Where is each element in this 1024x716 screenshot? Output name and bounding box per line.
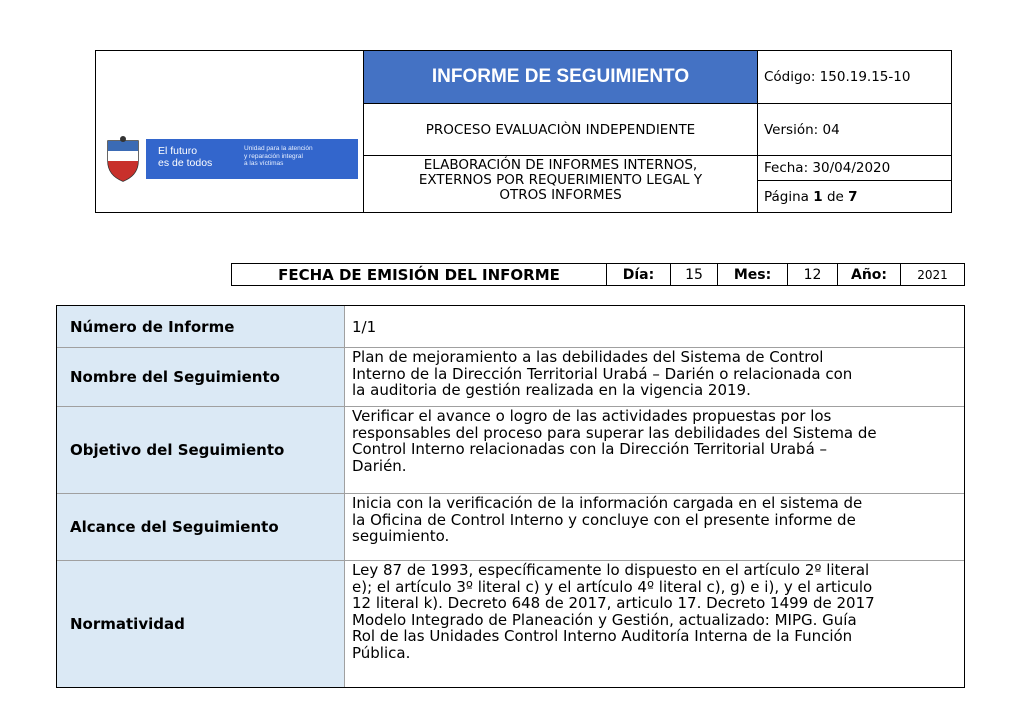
document-date: Fecha: 30/04/2020: [758, 156, 951, 181]
logo-cell: [96, 51, 364, 212]
logo-slogan-line: El futuro: [158, 145, 198, 157]
row-value-line: Modelo Integrado de Planeación y Gestión, actualizado: MIPG. Guía: [352, 610, 857, 629]
document-version: Versión: 04: [758, 104, 951, 156]
row-label: Objetivo del Seguimiento: [57, 407, 345, 493]
elaboration-text: [364, 156, 758, 212]
row-value-line: 12 literal k). Decreto 648 de 2017, articulo 17. Decreto 1499 de 2017: [352, 594, 875, 613]
row-value-line: la Oficina de Control Interno y concluye con el presente informe de: [352, 510, 856, 529]
row-value-line: responsables del proceso para superar las debilidades del Sistema de: [352, 423, 877, 442]
process-name: PROCESO EVALUACIÒN INDEPENDIENTE: [364, 104, 758, 156]
institution-logo: [102, 135, 358, 183]
month-label: Mes:: [718, 264, 788, 285]
table-row: [57, 407, 964, 494]
row-value: [345, 494, 964, 560]
row-value-line: Interno de la Dirección Territorial Urabá – Darién o relacionada con: [352, 364, 853, 383]
page-current: 1: [813, 188, 823, 205]
row-value-line: seguimiento.: [352, 527, 450, 546]
page-total: 7: [848, 188, 858, 205]
logo-slogan-line: es de todos: [158, 157, 213, 169]
row-label: Alcance del Seguimiento: [57, 494, 345, 560]
logo-slogan: [158, 145, 212, 169]
logo-unit-line: y reparación integral: [244, 152, 303, 160]
table-row: [57, 494, 964, 561]
logo-unit-line: a las víctimas: [244, 160, 284, 167]
row-value-line: Plan de mejoramiento a las debilidades del Sistema de Control: [352, 348, 824, 366]
row-value-line: Rol de las Unidades Control Interno Auditoría Interna de la Función: [352, 627, 853, 646]
day-label: Día:: [607, 264, 671, 285]
year-value: 2021: [917, 267, 948, 282]
day-value: 15: [671, 264, 718, 285]
row-value-line: la auditoria de gestión realizada en la vigencia 2019.: [352, 381, 751, 400]
elaboration-line: OTROS INFORMES: [499, 187, 622, 203]
page-of: de: [826, 188, 844, 205]
report-info-table: [56, 305, 965, 688]
row-value-line: e); el artículo 3º literal c) y el artículo 4º literal c), g) e i), y el articulo: [352, 577, 873, 596]
year-label: Año:: [838, 264, 901, 285]
row-value: [345, 561, 964, 687]
row-value-line: 1/1: [352, 317, 377, 336]
row-value: [345, 407, 964, 493]
document-header: [95, 50, 952, 213]
row-value-line: Darién.: [352, 456, 407, 475]
row-value: [345, 306, 964, 347]
logo-band: [146, 139, 358, 179]
row-value: [345, 348, 964, 406]
logo-unit-line: Unidad para la atención: [244, 145, 313, 152]
elaboration-line: ELABORACIÓN DE INFORMES INTERNOS,: [423, 157, 698, 173]
row-label: Número de Informe: [57, 306, 345, 347]
issue-date-bar: [231, 263, 965, 286]
table-row: [57, 306, 964, 348]
page-indicator: [758, 181, 951, 212]
elaboration-line: EXTERNOS POR REQUERIMIENTO LEGAL Y: [418, 172, 703, 188]
month-value: 12: [788, 264, 838, 285]
row-value-line: Control Interno relacionadas con la Dirección Territorial Urabá –: [352, 440, 828, 459]
row-value-line: Inicia con la verificación de la información cargada en el sistema de: [352, 494, 863, 512]
page-label: Página: [764, 188, 809, 205]
document-code: Código: 150.19.15-10: [758, 51, 951, 104]
row-value-line: Verificar el avance o logro de las actividades propuestas por los: [352, 407, 832, 425]
row-label: Normatividad: [57, 561, 345, 687]
row-value-line: Ley 87 de 1993, específicamente lo dispuesto en el artículo 2º literal: [352, 561, 870, 579]
row-label: Nombre del Seguimiento: [57, 348, 345, 406]
document-title: INFORME DE SEGUIMIENTO: [364, 51, 758, 104]
coat-of-arms-icon: [102, 135, 144, 183]
logo-unit-name: [244, 145, 313, 168]
table-row: [57, 561, 964, 687]
issue-date-label: FECHA DE EMISIÓN DEL INFORME: [232, 264, 607, 285]
row-value-line: Pública.: [352, 643, 411, 662]
table-row: [57, 348, 964, 407]
